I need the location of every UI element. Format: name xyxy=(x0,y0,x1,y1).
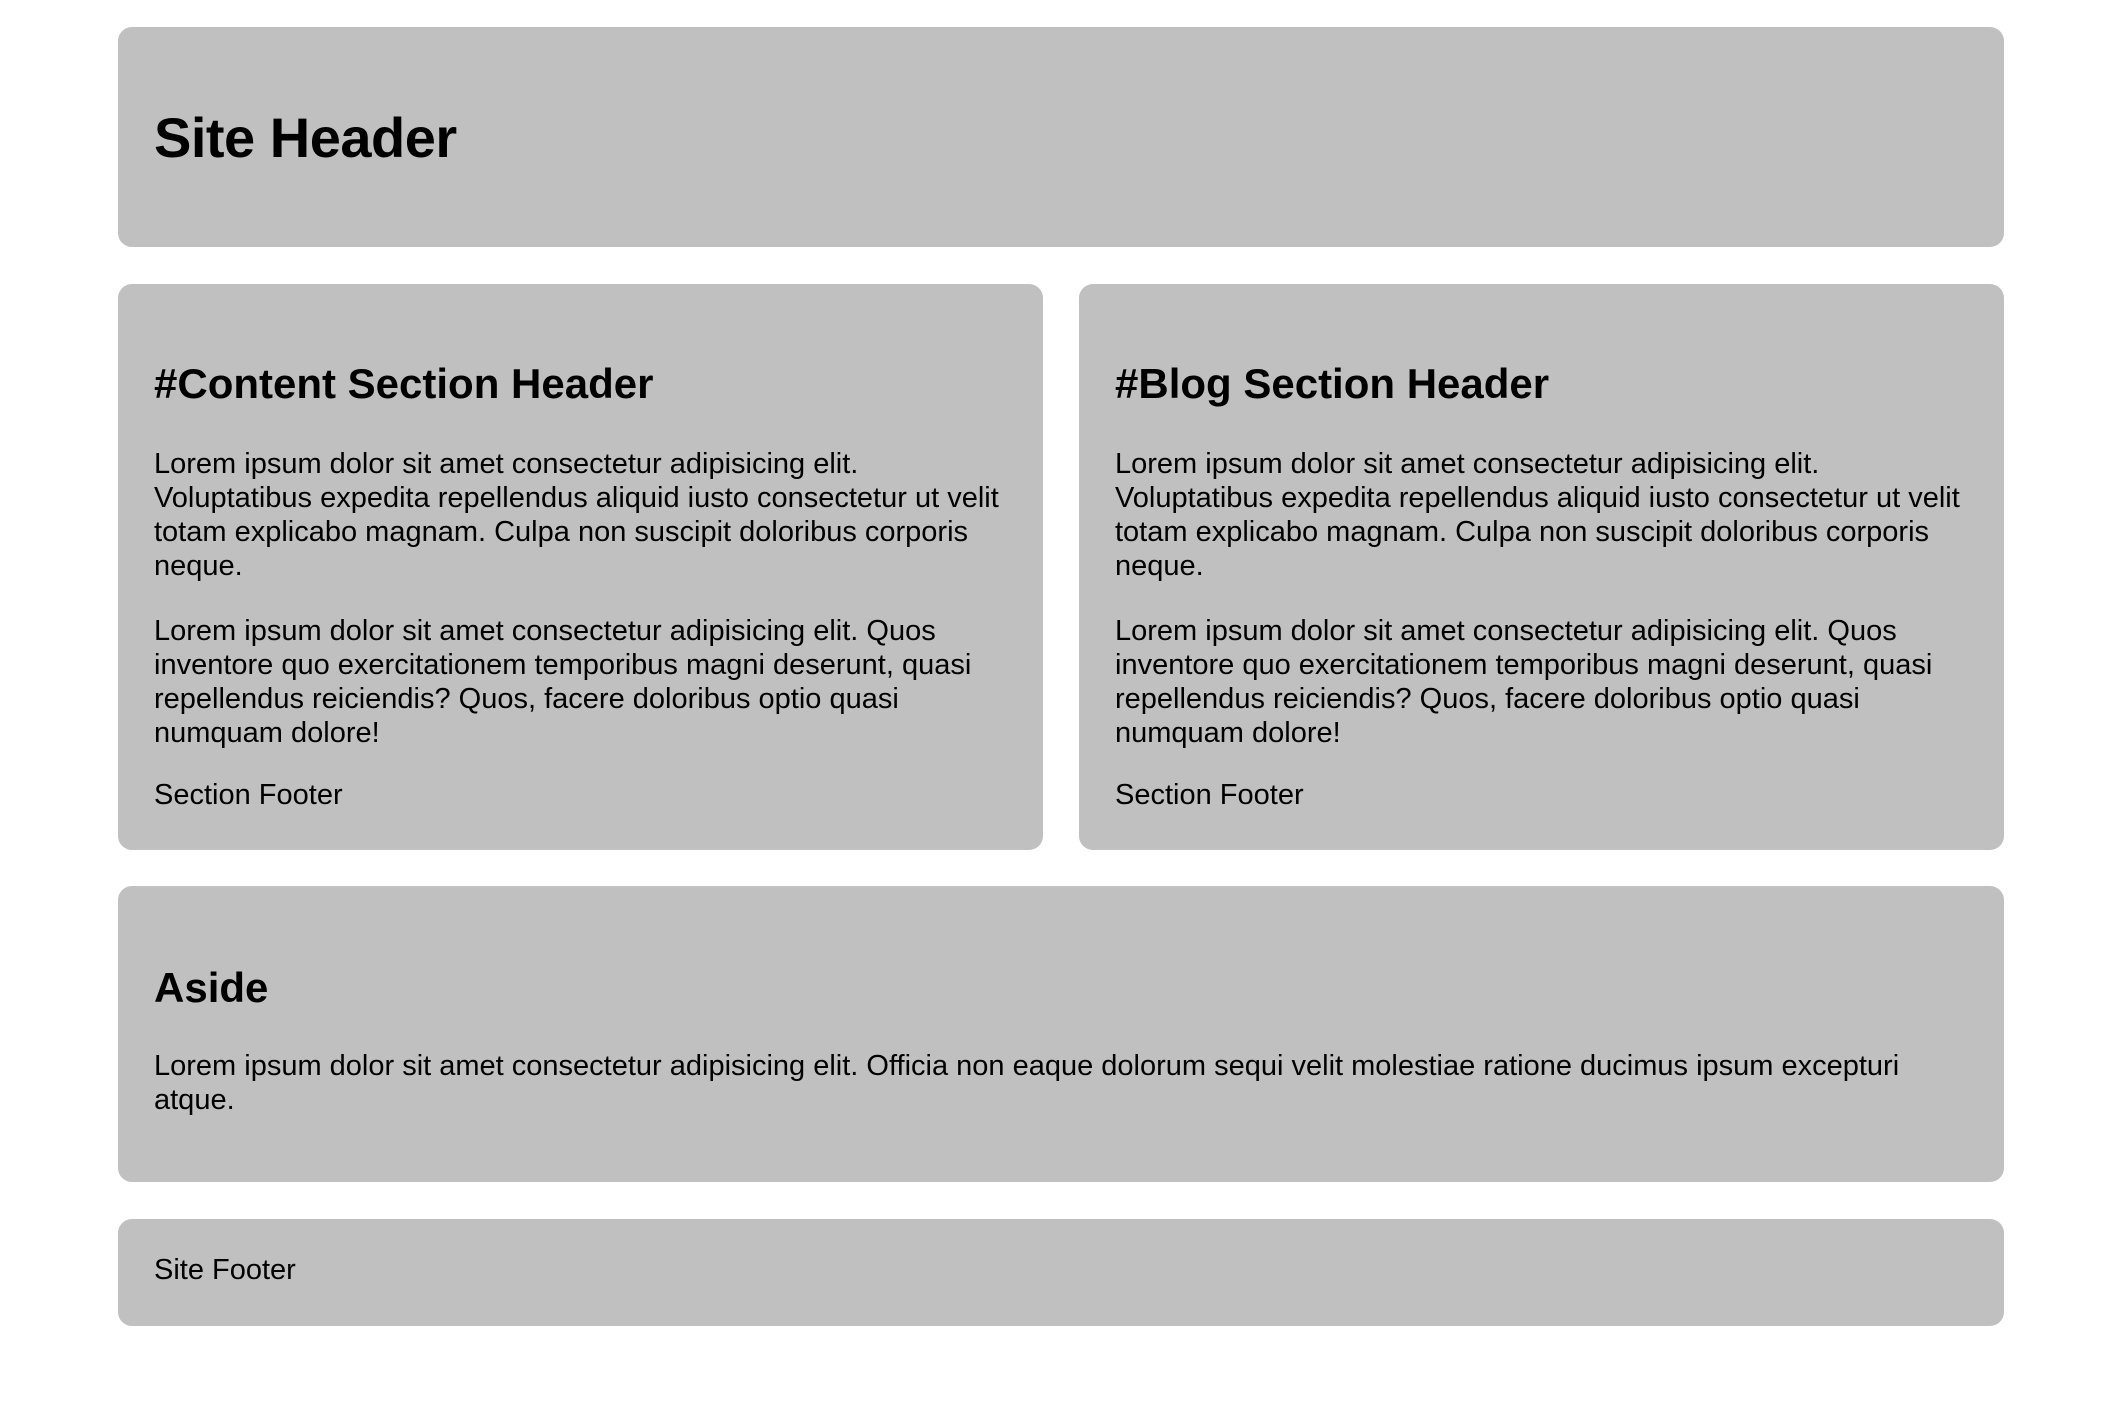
site-footer-text: Site Footer xyxy=(154,1254,296,1286)
blog-section-paragraph-2: Lorem ipsum dolor sit amet consectetur adipisicing elit. Quos inventore quo exercitationem temporibus magni deserunt, quasi repellendus reiciendis? Quos, facere doloribus optio quasi numquam dolore! xyxy=(1115,615,1933,749)
site-header-title: Site Header xyxy=(154,106,457,169)
content-section-paragraph-1: Lorem ipsum dolor sit amet consectetur adipisicing elit. Voluptatibus expedita repellendus aliquid iusto consectetur ut velit totam explicabo magnam. Culpa non suscipit doloribus corporis neque. xyxy=(154,448,999,582)
content-section xyxy=(118,284,1043,850)
blog-section-footer: Section Footer xyxy=(1115,779,1304,811)
content-section-title: #Content Section Header xyxy=(154,360,654,407)
aside-title: Aside xyxy=(154,964,269,1011)
blog-section-paragraph-1: Lorem ipsum dolor sit amet consectetur adipisicing elit. Voluptatibus expedita repellendus aliquid iusto consectetur ut velit totam explicabo magnam. Culpa non suscipit doloribus corporis neque. xyxy=(1115,448,1960,582)
site-footer xyxy=(118,1219,2004,1326)
content-section-footer: Section Footer xyxy=(154,779,343,811)
blog-section xyxy=(1079,284,2004,850)
site-header xyxy=(118,27,2004,247)
blog-section-title: #Blog Section Header xyxy=(1115,360,1550,407)
content-section-paragraph-2: Lorem ipsum dolor sit amet consectetur adipisicing elit. Quos inventore quo exercitationem temporibus magni deserunt, quasi repellendus reiciendis? Quos, facere doloribus optio quasi numquam dolore! xyxy=(154,615,972,749)
aside-text: Lorem ipsum dolor sit amet consectetur adipisicing elit. Officia non eaque dolorum sequi velit molestiae ratione ducimus ipsum excepturi atque. xyxy=(154,1050,1900,1116)
aside xyxy=(118,886,2004,1182)
